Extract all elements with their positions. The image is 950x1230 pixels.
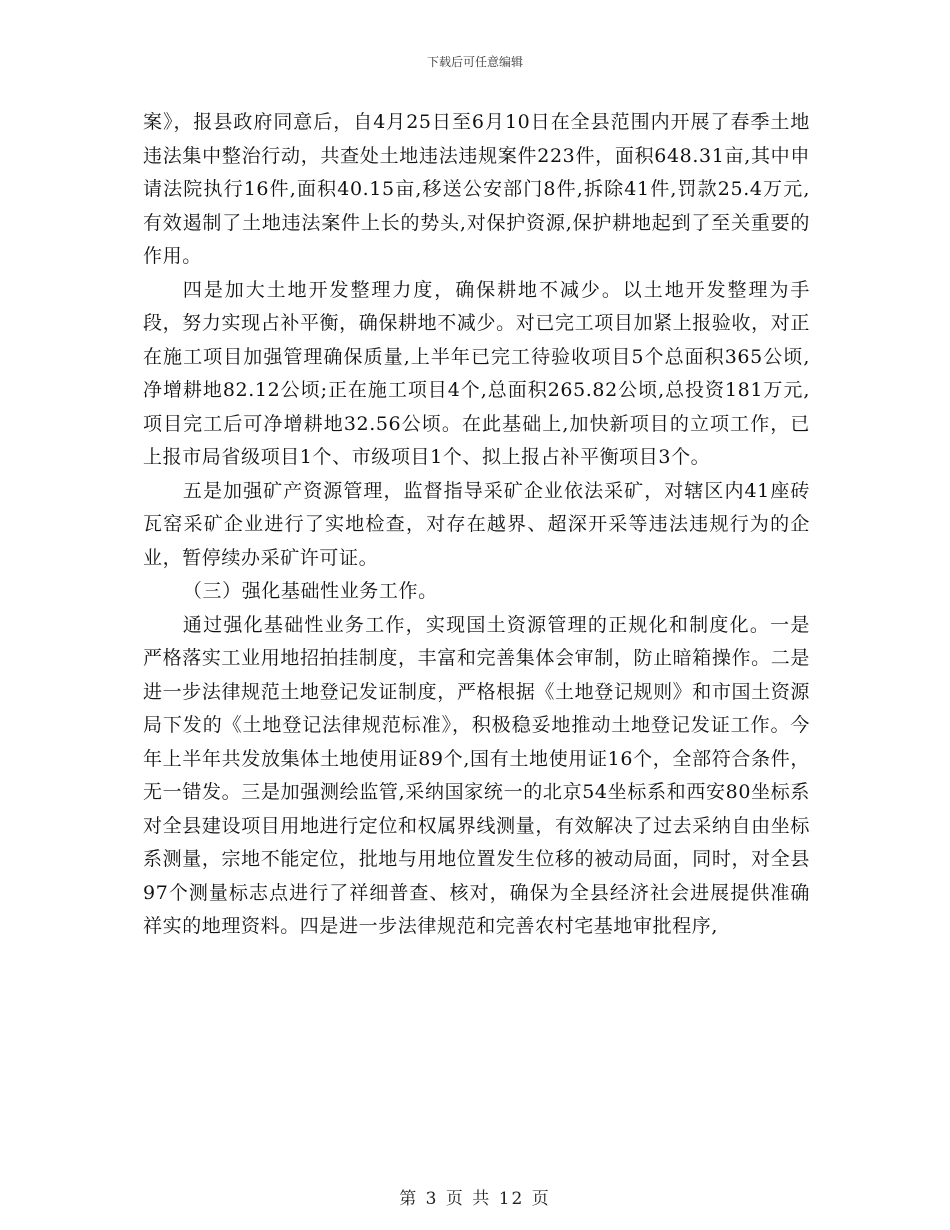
- page-header-note: 下载后可任意编辑: [426, 55, 523, 69]
- paragraph-continuation: 案》，报县政府同意后，自4月25日至6月10日在全县范围内开展了春季土地违法集中整治行动，共查处土地违法违规案件223件，面积648.31亩,其中申请法院执行16件,面积40.15亩,移送公安部门8件,拆除41件,罚款25.4万元,有效遏制了土地违法案件上长的势头,对保护资源,保护耕地起到了至关重要的作用。: [143, 111, 810, 267]
- section-heading: （三）强化基础性业务工作。: [182, 580, 438, 602]
- page-number-footer: 第 3 页 共 12 页: [399, 1189, 551, 1209]
- paragraph-land-development: 四是加大土地开发整理力度，确保耕地不减少。以土地开发整理为手段，努力实现占补平衡，确保耕地不减少。对已完工项目加紧上报验收，对正在施工项目加强管理确保质量,上半年已完工待验收项目5个总面积365公顷,净增耕地82.12公顷;正在施工项目4个,总面积265.82公顷,总投资181万元,项目完工后可净增耕地32.56公顷。在此基础上,加快新项目的立项工作，已上报市局省级项目1个、市级项目1个、拟上报占补平衡项目3个。: [143, 278, 810, 468]
- document-body: [143, 106, 810, 944]
- paragraph-basic-work: 通过强化基础性业务工作，实现国土资源管理的正规化和制度化。一是严格落实工业用地招拍挂制度，丰富和完善集体会审制，防止暗箱操作。二是进一步法律规范土地登记发证制度，严格根据《土地登记规则》和市国土资源局下发的《土地登记法律规范标准》，积极稳妥地推动土地登记发证工作。今年上半年共发放集体土地使用证89个,国有土地使用证16个，全部符合条件，无一错发。三是加强测绘监管,采纳国家统一的北京54坐标系和西安80坐标系对全县建设项目用地进行定位和权属界线测量，有效解决了过去采纳自由坐标系测量，宗地不能定位，批地与用地位置发生位移的被动局面，同时，对全县97个测量标志点进行了祥细普查、核对，确保为全县经济社会进展提供准确祥实的地理资料。四是进一步法律规范和完善农村宅基地审批程序,: [143, 613, 810, 937]
- paragraph-mineral-resources: 五是加强矿产资源管理，监督指导采矿企业依法采矿，对辖区内41座砖瓦窑采矿企业进行了实地检查，对存在越界、超深开采等违法违规行为的企业，暂停续办采矿许可证。: [143, 479, 810, 569]
